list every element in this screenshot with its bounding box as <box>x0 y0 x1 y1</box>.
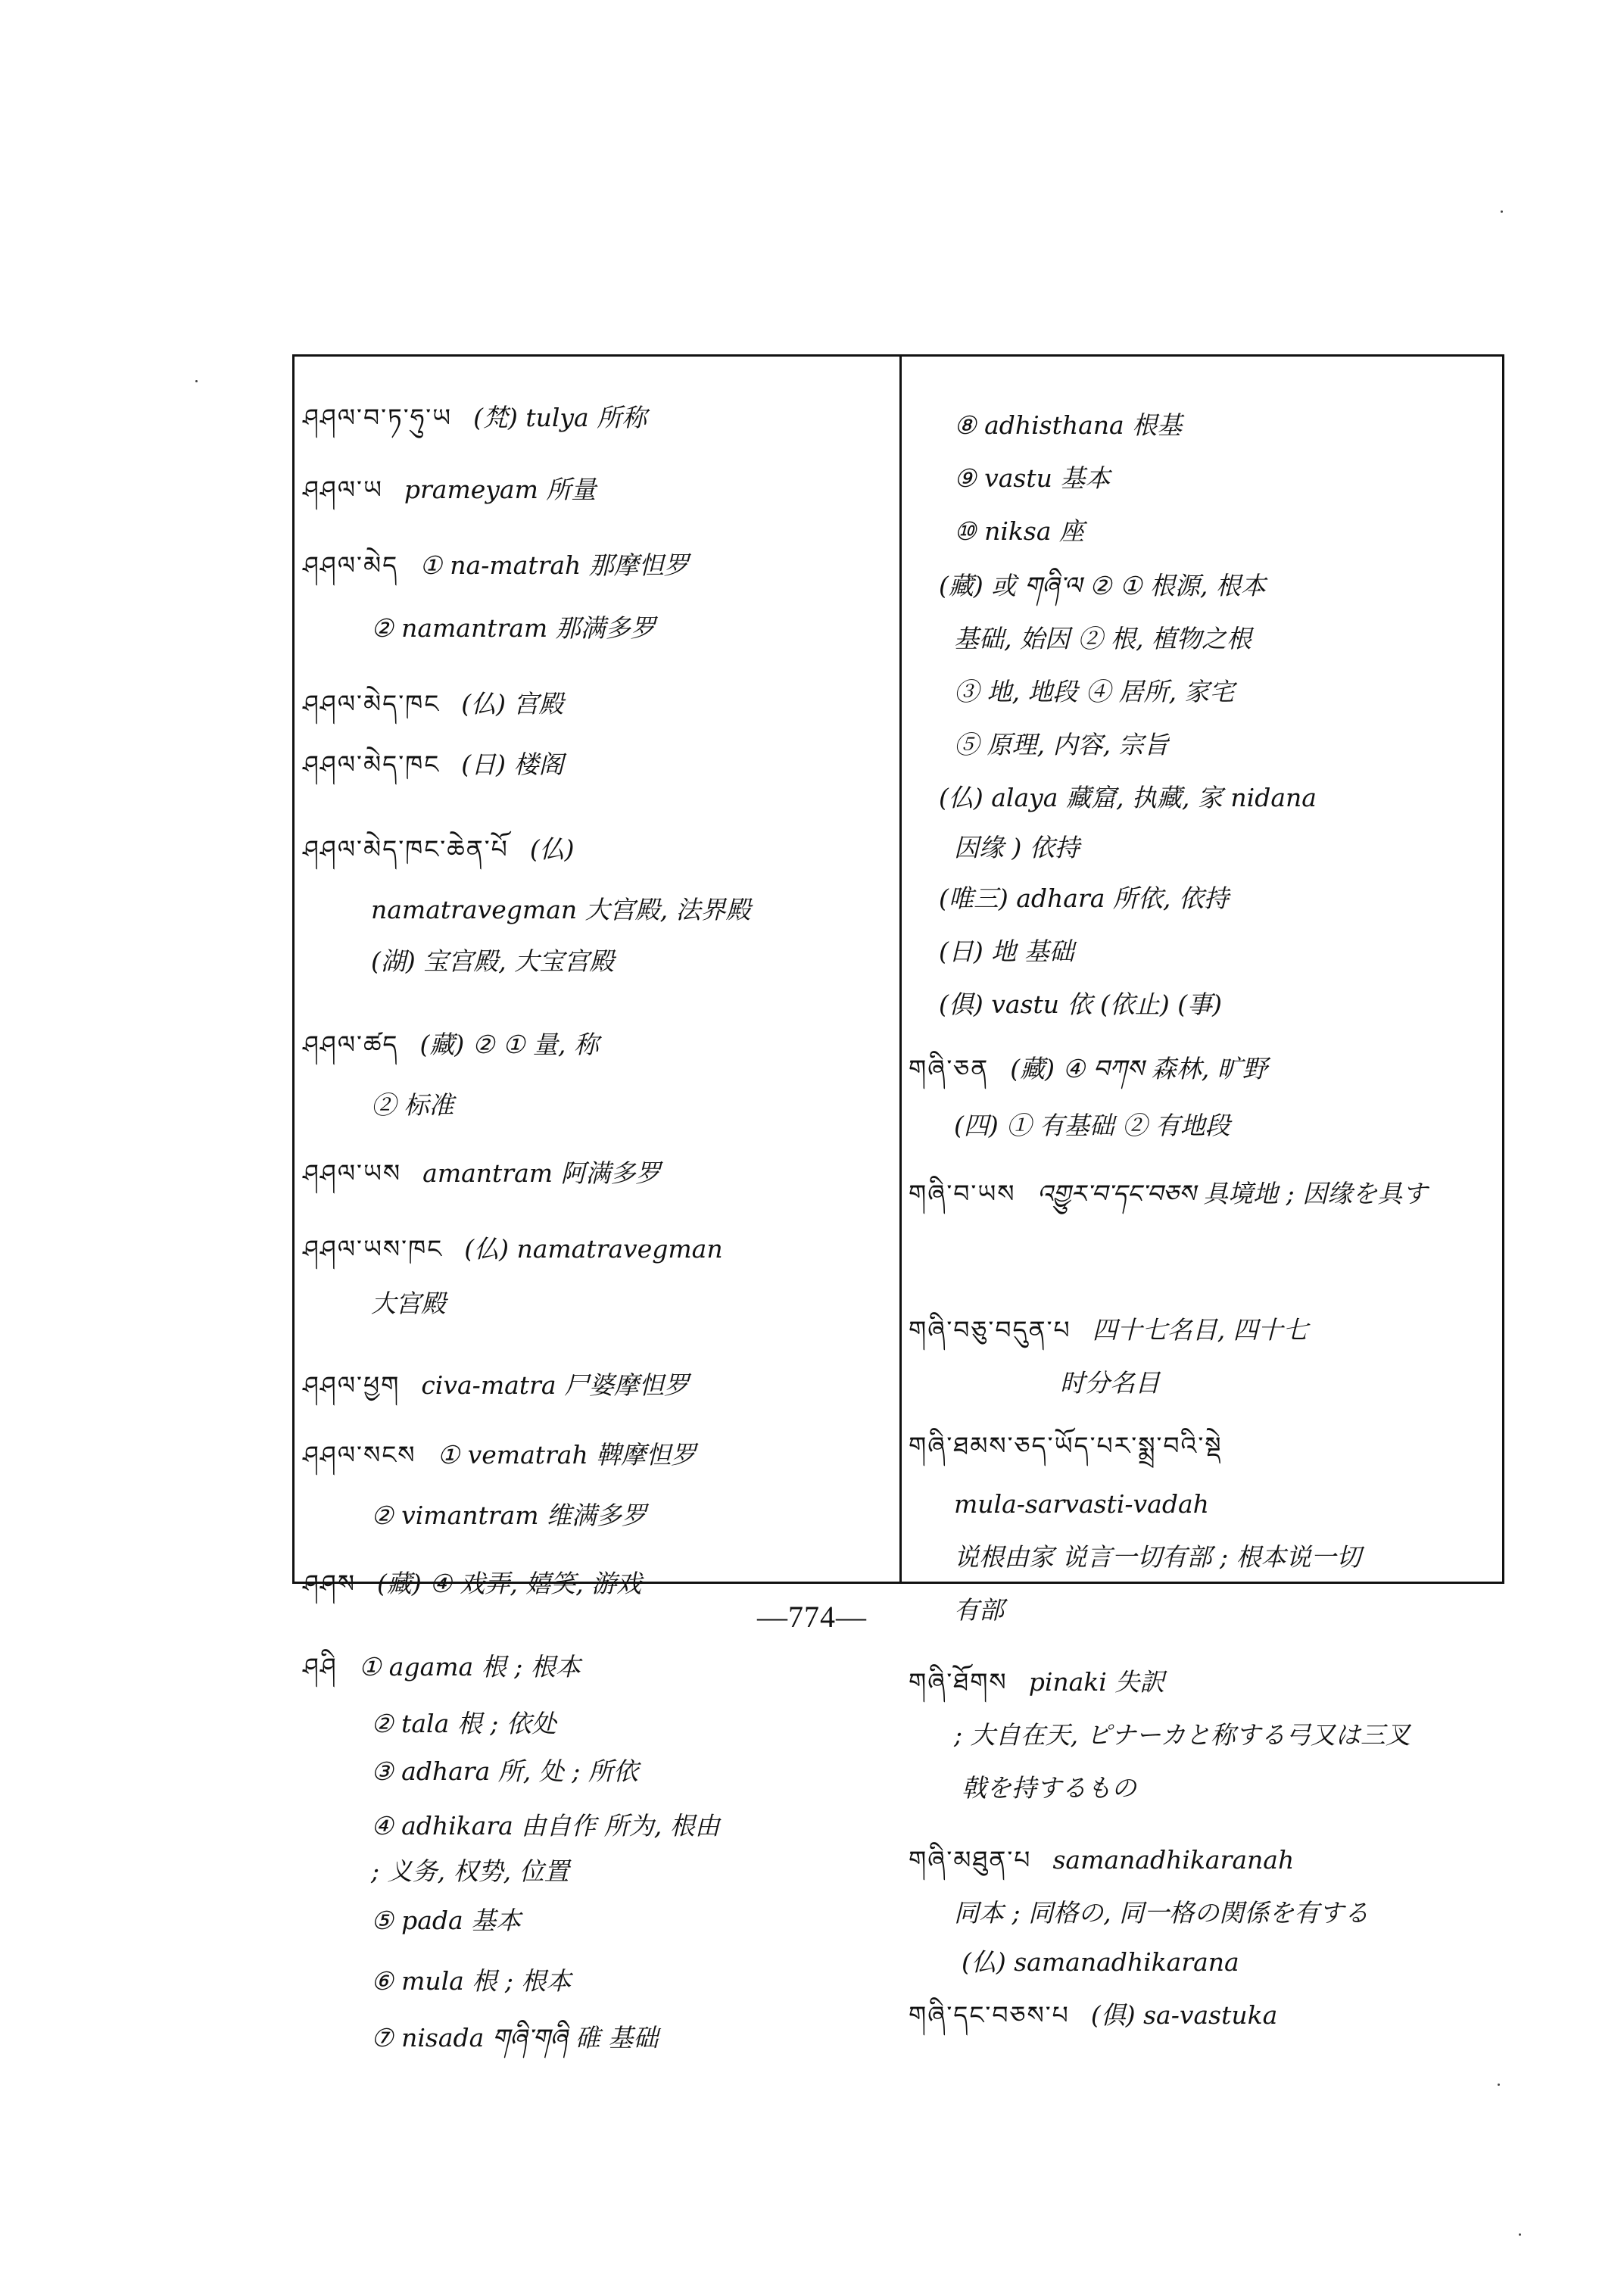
right-column-entry <box>962 1946 1239 1979</box>
definition-text: mula-sarvasti-vadah <box>954 1489 1209 1519</box>
definition-text: ⑦ nisada གཞི་གཞི 碓 基础 <box>371 2023 659 2052</box>
tibetan-headword: གཞི་བ་ཡས <box>909 1179 1016 1208</box>
left-column-entry <box>371 945 614 978</box>
definition-text: ① agama 根 ; 根本 <box>358 1652 581 1682</box>
right-column-entry <box>954 1719 1410 1752</box>
left-column-entry <box>371 612 656 645</box>
tibetan-headword: ཤཤལ་མེད་ཁང <box>303 689 441 718</box>
definition-text: ⑥ mula 根 ; 根本 <box>371 1966 572 1996</box>
left-column-entry <box>371 1499 647 1532</box>
definition-text: (藏) ② ① 量, 称 <box>419 1030 599 1059</box>
definition-text: (唯三) adhara 所依, 依持 <box>939 884 1229 913</box>
right-column-entry <box>909 1429 1244 1463</box>
definition-text: ③ adhara 所, 处 ; 所依 <box>371 1756 638 1786</box>
right-column-entry <box>954 1541 1361 1574</box>
definition-text: 时分名目 <box>1060 1368 1160 1398</box>
tibetan-headword: གཞི་ཐམས་ཅད་ཡོད་པར་སྨྲ་བའི་སྡེ <box>909 1431 1223 1460</box>
definition-text: pinaki 失訳 <box>1028 1667 1165 1697</box>
right-column-entry <box>954 728 1168 762</box>
left-column-entry <box>303 687 564 721</box>
definition-text: ② 标准 <box>371 1090 454 1120</box>
definition-text: (梵) tulya 所称 <box>473 403 647 432</box>
left-column-entry <box>303 833 575 866</box>
definition-text: (仏) alaya 藏窟, 执藏, 家 nidana <box>939 783 1317 812</box>
definition-text: samanadhikaranah <box>1052 1845 1295 1875</box>
left-column-entry <box>303 1233 723 1266</box>
definition-text: འགྱུར་བ་དང་བཅས 具境地 ; 因缘を具す <box>1036 1179 1428 1208</box>
definition-text: 四十七名目, 四十七 <box>1092 1315 1308 1345</box>
right-column-entry <box>909 1844 1294 1877</box>
tibetan-headword: ཤཤལ་ཡས་ཁང <box>303 1234 444 1264</box>
left-column-entry <box>303 1028 599 1061</box>
definition-text: ② tala 根 ; 依处 <box>371 1709 556 1738</box>
left-column-entry <box>371 893 751 927</box>
definition-text: (藏) ④ བཀས 森林, 旷野 <box>1010 1054 1267 1083</box>
definition-text: ⑧ adhisthana 根基 <box>954 410 1183 440</box>
scan-speck <box>1501 210 1503 213</box>
definition-text: (湖) 宝宫殿, 大宝宫殿 <box>371 946 615 976</box>
left-column-entry <box>371 1965 571 1998</box>
right-column-entry <box>954 462 1110 495</box>
definition-text: 同本 ; 同格の, 同一格の関係を有する <box>954 1898 1370 1928</box>
definition-text: (仏) samanadhikarana <box>962 1947 1239 1977</box>
definition-text: ⑤ 原理, 内容, 宗旨 <box>954 730 1169 759</box>
right-column-entry <box>954 1897 1369 1930</box>
right-column-entry <box>909 1177 1427 1211</box>
definition-text: civa-matra 尸婆摩怛罗 <box>421 1370 689 1400</box>
left-column-entry <box>303 1369 689 1402</box>
left-column-entry <box>303 401 647 435</box>
scan-speck <box>1519 2233 1521 2236</box>
left-column-entry <box>303 748 564 781</box>
right-column-entry <box>954 675 1234 709</box>
page-number: —774— <box>757 1600 867 1634</box>
definition-text: 有部 <box>954 1595 1004 1625</box>
tibetan-headword: ཤཤལ་ཡ <box>303 475 383 504</box>
right-column-entry <box>939 935 1074 968</box>
tibetan-headword: ཤཤལ་ཕྱག <box>303 1370 401 1400</box>
right-column-entry <box>939 569 1266 603</box>
left-column-entry <box>371 1755 638 1788</box>
definition-text: ④ adhikara 由自作 所为, 根由 <box>371 1811 720 1840</box>
definition-text: (俱) vastu 依 (依止) (事) <box>939 990 1222 1019</box>
left-column-entry <box>303 473 596 506</box>
left-column-entry <box>303 1650 581 1684</box>
definition-text: prameyam 所量 <box>404 475 597 504</box>
right-column-entry <box>954 515 1084 548</box>
left-column-entry <box>303 1567 641 1601</box>
tibetan-headword: ཤཤལ་སངས <box>303 1440 416 1470</box>
right-column <box>909 354 1499 2030</box>
definition-text: ; 义务, 权势, 位置 <box>371 1856 569 1886</box>
right-column-entry <box>909 1999 1277 2032</box>
right-column-entry <box>1060 1367 1160 1400</box>
right-column-entry <box>962 1772 1136 1805</box>
definition-text: ① vematrah 鞞摩怛罗 <box>437 1440 697 1470</box>
tibetan-headword: གཞི་ཅན <box>909 1054 990 1083</box>
definition-text: namatravegman 大宫殿, 法界殿 <box>371 895 751 924</box>
right-column-entry <box>939 882 1229 915</box>
left-column-entry <box>371 1089 454 1122</box>
definition-text: ; 大自在天, ピナーカと称する弓又は三叉 <box>954 1720 1410 1750</box>
definition-text: amantram 阿满多罗 <box>422 1158 661 1188</box>
left-column-entry <box>371 1287 446 1320</box>
definition-text: (藏) ④ 戏弄, 嬉笑, 游戏 <box>377 1569 642 1598</box>
left-column-entry <box>303 1438 696 1472</box>
definition-text: (四) ① 有基础 ② 有地段 <box>954 1111 1230 1140</box>
definition-text: 基础, 始因 ② 根, 植物之根 <box>954 624 1252 653</box>
left-column-entry <box>303 549 689 582</box>
definition-text: (仏) 宫殿 <box>461 689 564 718</box>
definition-text: (藏) 或 གཞི་ལ ② ① 根源, 根本 <box>939 571 1266 600</box>
tibetan-headword: ཤཤལ་ཡས <box>303 1158 402 1188</box>
tibetan-headword: ཤཤལ་ཚད <box>303 1030 399 1059</box>
column-divider <box>899 354 902 1584</box>
left-column-entry <box>303 1157 661 1190</box>
left-column-entry <box>371 1904 521 1937</box>
definition-text: 说根由家 说言一切有部 ; 根本说一切 <box>954 1542 1361 1572</box>
right-column-entry <box>909 1314 1308 1347</box>
definition-text: 戟を持するもの <box>962 1773 1136 1803</box>
right-column-entry <box>939 988 1222 1021</box>
left-column-entry <box>371 1855 569 1888</box>
right-column-entry <box>909 1052 1267 1086</box>
definition-text: ⑩ niksa 座 <box>954 516 1084 546</box>
right-column-entry <box>909 1666 1164 1699</box>
tibetan-headword: གཞི་དང་བཅས་པ <box>909 2000 1070 2030</box>
definition-text: (仏) namatravegman <box>464 1234 723 1264</box>
definition-text: (日) 楼阁 <box>461 750 564 779</box>
definition-text: ② namantram 那满多罗 <box>371 613 656 643</box>
definition-text: ⑤ pada 基本 <box>371 1906 522 1935</box>
tibetan-headword: ཤཤལ་བ་ཏ་ཧུ་ཡ <box>303 403 453 432</box>
left-column-entry <box>371 1809 720 1843</box>
right-column-entry <box>954 622 1252 656</box>
left-column-entry <box>371 1707 556 1741</box>
definition-text: ② vimantram 维满多罗 <box>371 1501 647 1530</box>
tibetan-headword: ཤཤི <box>303 1652 338 1682</box>
tibetan-headword: གཞི་མཐུན་པ <box>909 1845 1032 1875</box>
definition-text: (日) 地 基础 <box>939 937 1074 966</box>
definition-text: (仏) <box>529 834 575 864</box>
right-column-entry <box>954 1488 1209 1521</box>
definition-text: (俱) sa-vastuka <box>1090 2000 1278 2030</box>
definition-text: ⑨ vastu 基本 <box>954 463 1111 493</box>
tibetan-headword: ཤཤས <box>303 1569 356 1598</box>
tibetan-headword: གཞི་བཅུ་བདུན་པ <box>909 1315 1071 1345</box>
scan-speck <box>1498 2084 1500 2086</box>
tibetan-headword: ཤཤལ་མེད <box>303 550 399 580</box>
left-column-entry <box>371 2021 658 2055</box>
tibetan-headword: གཞི་ཐོགས <box>909 1667 1008 1697</box>
tibetan-headword: ཤཤལ་མེད་ཁང་ཆེན་པོ <box>303 834 509 864</box>
right-column-entry <box>954 409 1182 442</box>
tibetan-headword: ཤཤལ་མེད་ཁང <box>303 750 441 779</box>
right-column-entry <box>954 831 1080 865</box>
right-column-entry <box>954 1109 1230 1142</box>
definition-text: 大宫殿 <box>371 1289 446 1318</box>
definition-text: 因缘 ) 依持 <box>954 833 1080 862</box>
definition-text: ③ 地, 地段 ④ 居所, 家宅 <box>954 677 1235 706</box>
definition-text: ① na-matrah 那摩怛罗 <box>419 550 689 580</box>
scan-speck <box>195 380 198 382</box>
right-column-entry <box>939 781 1317 815</box>
